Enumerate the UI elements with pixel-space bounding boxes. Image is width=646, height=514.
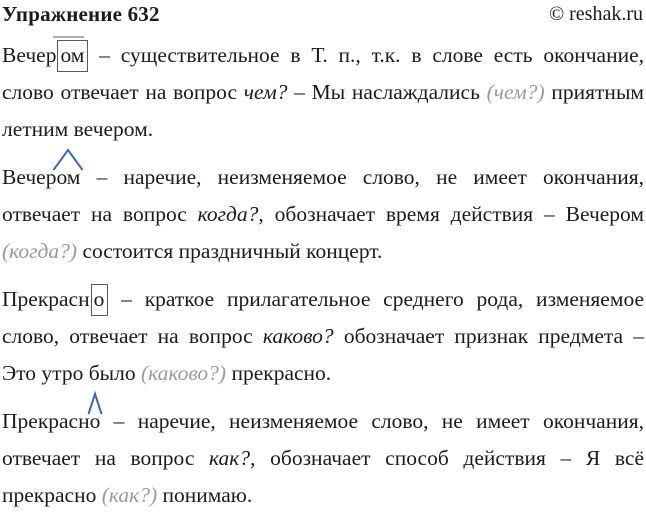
text-run: состоится праздничный концерт. (77, 239, 383, 263)
question-hint: (как?) (101, 483, 158, 507)
paragraph (2, 37, 644, 148)
text-run: – Мы наслаждались (287, 80, 487, 104)
question-hint: (чем?) (486, 80, 545, 104)
exercise-text (0, 37, 646, 514)
text-run: – наречие, неизменяемое слово, не имеет окончания, отвечает на вопрос (2, 165, 644, 226)
page-title: Упражнение 632 (2, 2, 160, 26)
caret-ending: ом (56, 165, 80, 189)
text-run: , обозначает способ действия – Я всё прекрасно (2, 446, 645, 507)
divider-line (53, 36, 84, 38)
copyright-label: © reshak.ru (548, 3, 643, 25)
text-run: понимаю. (157, 483, 253, 507)
text-run: Прекрасн (2, 409, 90, 433)
question-word: каково? (262, 324, 334, 348)
text-run: , обозначает время действия – Вечером (258, 202, 645, 226)
question-word: когда? (197, 202, 259, 226)
paragraph (2, 159, 644, 270)
question-hint: (когда?) (2, 239, 78, 263)
text-run: Вечер (2, 43, 57, 67)
paragraph (2, 403, 644, 514)
text-run: – существительное в Т. п., т.к. в слове есть окончание, слово отвечает на вопрос (2, 43, 644, 104)
text-run: Вечер (2, 165, 57, 189)
paragraph (2, 281, 644, 392)
question-word: чем? (243, 80, 288, 104)
text-run: приятным летним вечером. (2, 80, 644, 141)
boxed-ending: о (91, 284, 109, 316)
text-run: прекрасно. (226, 361, 332, 385)
text-run: обозначает признак предмета – Это утро было (2, 324, 645, 385)
text-run: – наречие, неизменяемое слово, не имеет окончания, отвечает на вопрос (2, 409, 644, 470)
text-run: Прекрасн (2, 287, 90, 311)
caret-ending: о (90, 409, 101, 433)
question-hint: (каково?) (140, 361, 227, 385)
boxed-ending: ом (57, 40, 88, 72)
question-word: как? (209, 446, 251, 470)
page-header (0, 0, 646, 27)
text-run: – краткое прилагательное среднего рода, изменяемое слово, отвечает на вопрос (2, 287, 644, 348)
